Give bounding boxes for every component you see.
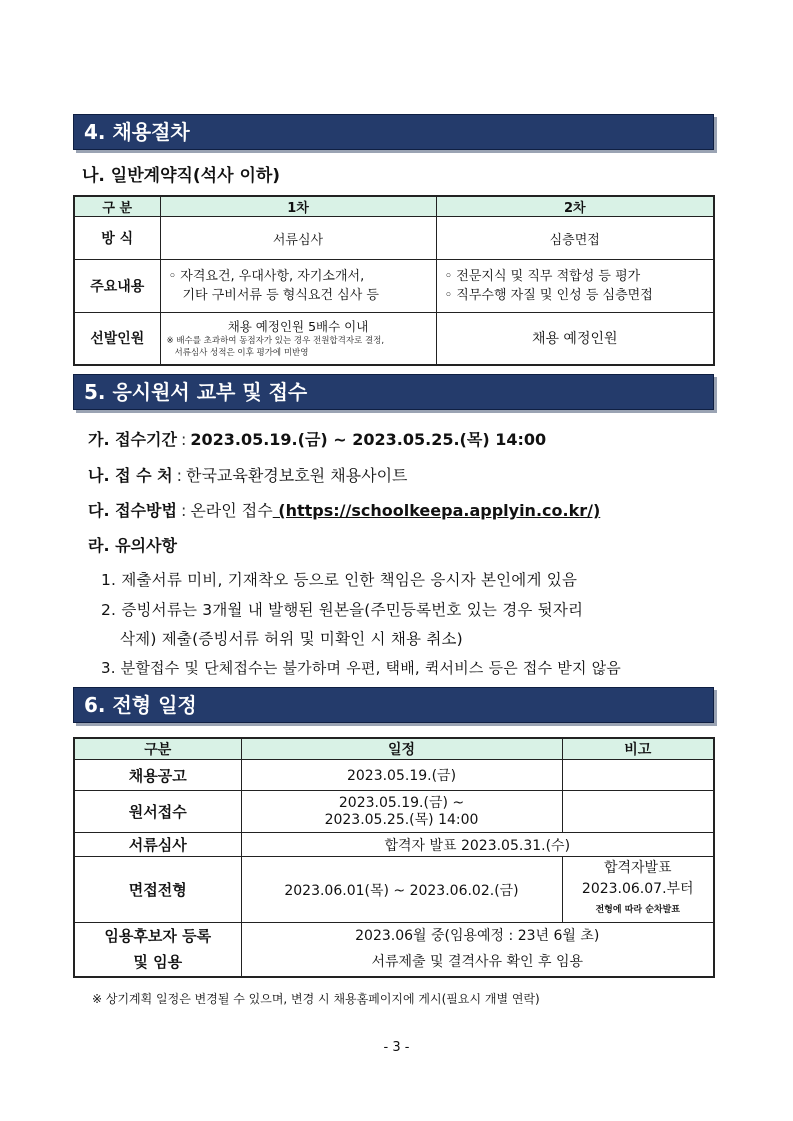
interview-note-line: 2023.06.07.부터 bbox=[581, 881, 694, 897]
period-line bbox=[88, 427, 546, 450]
separator: : bbox=[180, 501, 187, 520]
place-label: 나. 접 수 처 bbox=[88, 466, 173, 485]
period-value: 2023.05.19.(금) ~ 2023.05.25.(목) 14:00 bbox=[190, 430, 547, 449]
appointment-date-line: 2023.06월 중(임용예정 : 23년 6월 초) bbox=[355, 928, 600, 945]
table-row bbox=[74, 313, 714, 365]
col-header-category: 구 분 bbox=[74, 196, 160, 217]
col-header-schedule: 일정 bbox=[241, 738, 562, 760]
appointment-label-line: 임용후보자 등록 bbox=[104, 927, 212, 946]
table-row bbox=[74, 833, 714, 857]
table-row bbox=[74, 923, 714, 977]
row-label-document-review: 서류심사 bbox=[74, 833, 241, 857]
cell-announce-note bbox=[562, 760, 714, 791]
place-line bbox=[88, 463, 408, 486]
row-label-interview: 면접전형 bbox=[74, 857, 241, 923]
cell-application-note bbox=[562, 791, 714, 833]
cell-content-stage1 bbox=[160, 260, 436, 313]
table-row bbox=[74, 760, 714, 791]
table-row bbox=[74, 857, 714, 923]
table-row bbox=[74, 791, 714, 833]
note-item-1: 1. 제출서류 미비, 기재착오 등으로 인한 책임은 응시자 본인에게 있음 bbox=[101, 571, 578, 589]
application-start: 2023.05.19.(금) ~ bbox=[338, 794, 465, 811]
notes-line bbox=[88, 533, 177, 556]
cell-document-review-date: 합격자 발표 2023.05.31.(수) bbox=[241, 833, 714, 857]
interview-note-line: 전형에 따라 순차발표 bbox=[595, 905, 680, 915]
content-line: ◦ 전문지식 및 직무 적합성 등 평가 bbox=[444, 269, 641, 284]
note-item-2: 2. 증빙서류는 3개월 내 발행된 원본을(주민등록번호 있는 경우 뒷자리 bbox=[101, 601, 584, 619]
table-row bbox=[74, 260, 714, 313]
col-header-stage1: 1차 bbox=[160, 196, 436, 217]
method-value: 온라인 접수 bbox=[190, 501, 273, 520]
section-5-title: 5. 응시원서 교부 및 접수 bbox=[73, 374, 714, 410]
interview-note-line: 합격자발표 bbox=[603, 860, 672, 876]
row-label-content: 주요내용 bbox=[74, 260, 160, 313]
col-header-stage2: 2차 bbox=[436, 196, 714, 217]
cell-application-date bbox=[241, 791, 562, 833]
row-label-application: 원서접수 bbox=[74, 791, 241, 833]
content-line: ◦ 자격요건, 우대사항, 자기소개서, bbox=[168, 269, 365, 284]
apply-site-link[interactable]: (https://schoolkeepa.applyin.co.kr/) bbox=[272, 501, 601, 520]
row-label-method: 방 식 bbox=[74, 217, 160, 260]
schedule-table bbox=[73, 737, 715, 978]
row-label-select: 선발인원 bbox=[74, 313, 160, 365]
separator: : bbox=[180, 430, 187, 449]
appointment-label-line: 및 임용 bbox=[133, 953, 183, 972]
method-label: 다. 접수방법 bbox=[88, 501, 177, 520]
content-line: ◦ 직무수행 자질 및 인성 등 심층면접 bbox=[444, 288, 653, 303]
section-4-title: 4. 채용절차 bbox=[73, 114, 714, 150]
schedule-footnote: ※ 상기계획 일정은 변경될 수 있으며, 변경 시 채용홈페이지에 게시(필요시 개별 연락) bbox=[92, 992, 540, 1006]
cell-appointment-date bbox=[241, 923, 714, 977]
select-note: ※ 배수를 초과하여 동점자가 있는 경우 전원합격자로 결정, bbox=[166, 335, 385, 346]
method-line bbox=[88, 498, 600, 521]
cell-interview-note bbox=[562, 857, 714, 923]
cell-interview-date: 2023.06.01(목) ~ 2023.06.02.(금) bbox=[241, 857, 562, 923]
cell-select-stage2: 채용 예정인원 bbox=[436, 313, 714, 365]
select-note: 서류심사 성적은 이후 평가에 미반영 bbox=[174, 347, 309, 358]
note-item-2-cont: 삭제) 제출(증빙서류 허위 및 미확인 시 채용 취소) bbox=[120, 630, 463, 648]
page-number: - 3 - bbox=[383, 1040, 410, 1055]
section-6-title: 6. 전형 일정 bbox=[73, 687, 714, 723]
note-item-3: 3. 분할접수 및 단체접수는 불가하며 우편, 택배, 퀵서비스 등은 접수 받지 않음 bbox=[101, 659, 621, 677]
select-count: 채용 예정인원 5배수 이내 bbox=[227, 318, 369, 334]
cell-method-stage2: 심층면접 bbox=[436, 217, 714, 260]
row-label-appointment bbox=[74, 923, 241, 977]
cell-select-stage1 bbox=[160, 313, 436, 365]
place-value: 한국교육환경보호원 채용사이트 bbox=[186, 466, 408, 485]
cell-content-stage2 bbox=[436, 260, 714, 313]
appointment-date-line: 서류제출 및 결격사유 확인 후 임용 bbox=[371, 954, 584, 971]
section-4-subtitle: 나. 일반계약직(석사 이하) bbox=[82, 166, 281, 186]
application-end: 2023.05.25.(목) 14:00 bbox=[324, 811, 479, 828]
separator: : bbox=[176, 466, 183, 485]
cell-method-stage1: 서류심사 bbox=[160, 217, 436, 260]
period-label: 가. 접수기간 bbox=[88, 430, 177, 449]
content-line: 기타 구비서류 등 형식요건 심사 등 bbox=[182, 288, 379, 303]
col-header-category: 구분 bbox=[74, 738, 241, 760]
procedure-table bbox=[73, 195, 715, 366]
table-row bbox=[74, 217, 714, 260]
cell-announce-date: 2023.05.19.(금) bbox=[241, 760, 562, 791]
row-label-announce: 채용공고 bbox=[74, 760, 241, 791]
col-header-remarks: 비고 bbox=[562, 738, 714, 760]
notes-label: 라. 유의사항 bbox=[88, 536, 177, 555]
